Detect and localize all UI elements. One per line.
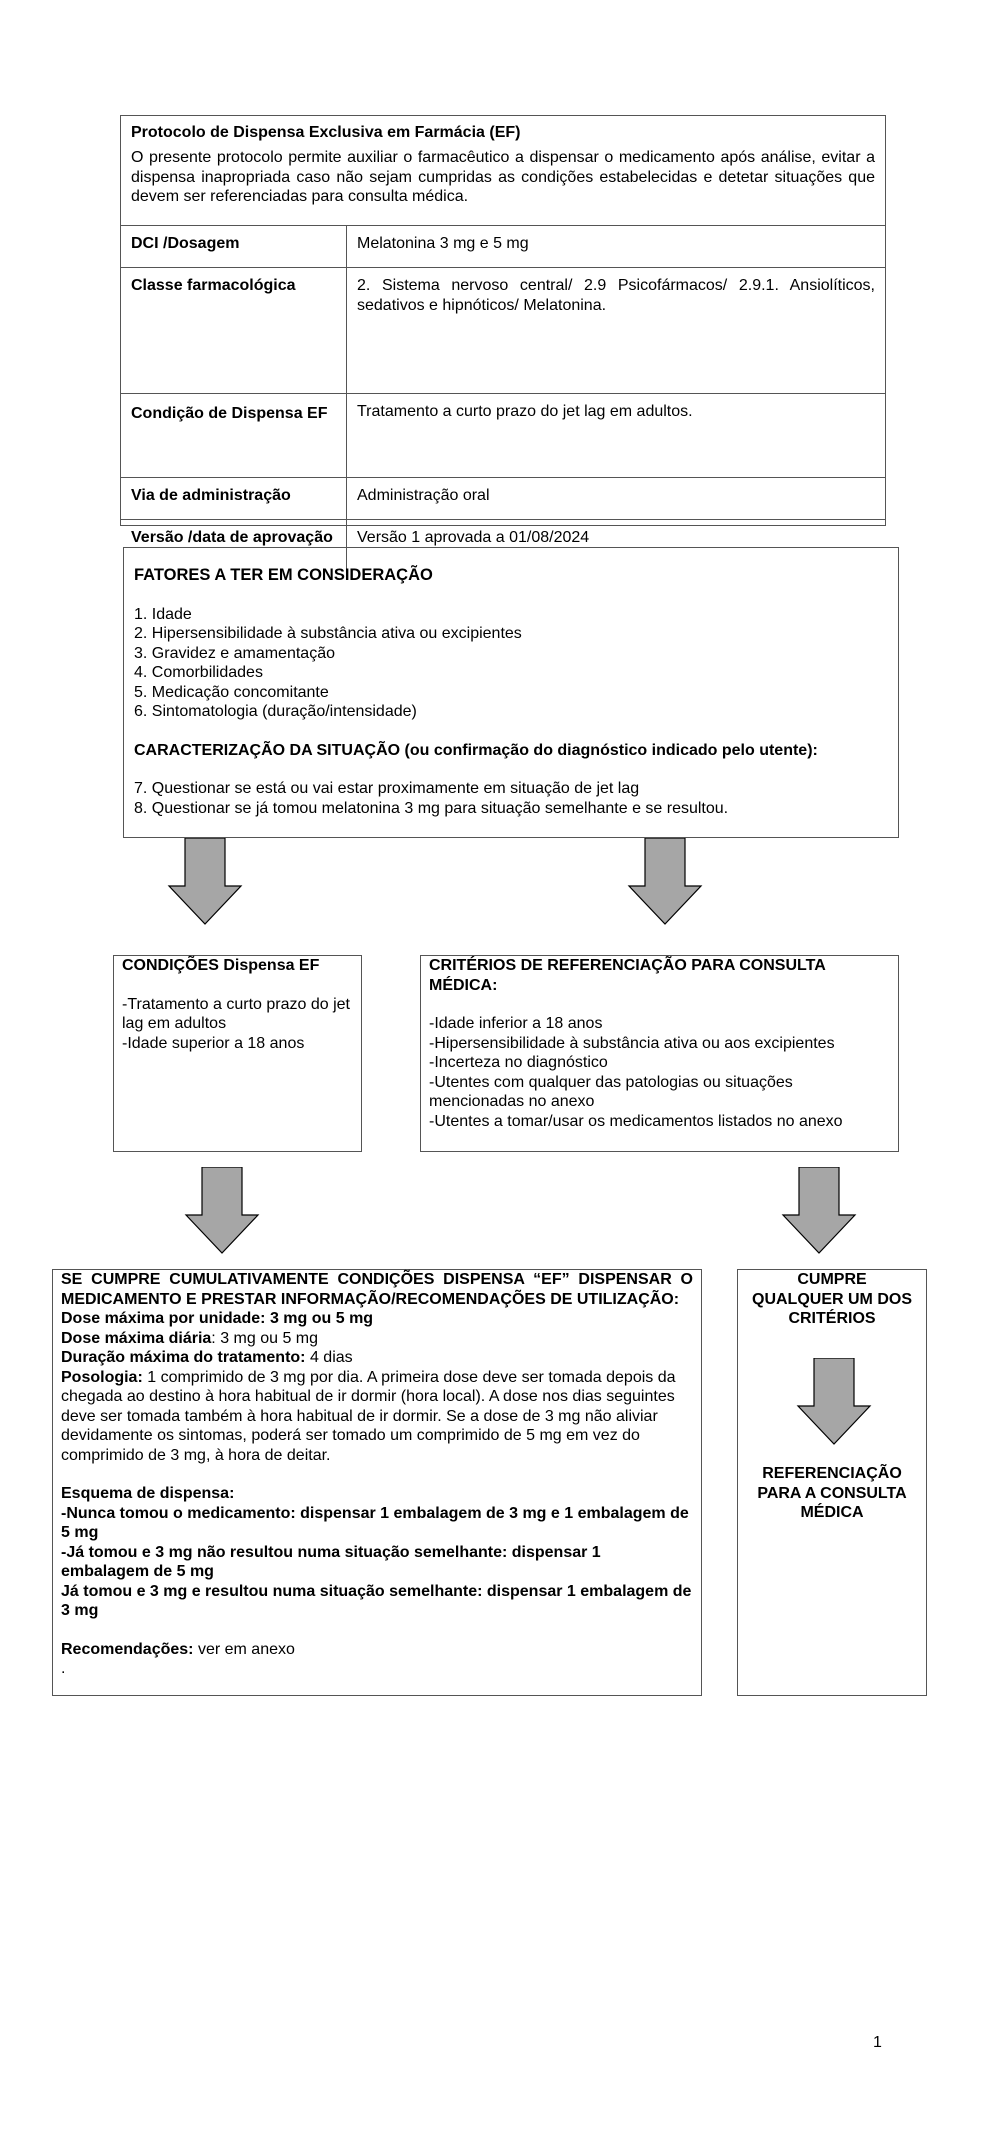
row-label: DCI /Dosagem	[121, 226, 347, 267]
factor-item: 4. Comorbilidades	[134, 664, 263, 681]
scheme-item: Já tomou e 3 mg e resultou numa situação semelhante: dispensar 1 embalagem de 3 mg	[61, 1582, 692, 1619]
scheme-item: -Nunca tomou o medicamento: dispensar 1 embalagem de 3 mg e 1 embalagem de 5 mg	[61, 1504, 689, 1541]
row-label: Classe farmacológica	[121, 268, 347, 393]
row-value: Administração oral	[357, 487, 490, 504]
criteria-title: CRITÉRIOS DE REFERENCIAÇÃO PARA CONSULTA MÉDICA:	[429, 957, 826, 994]
scheme-title: Esquema de dispensa:	[61, 1485, 235, 1502]
condition-item: -Tratamento a curto prazo do jet lag em adultos	[122, 995, 350, 1032]
characterization-item: 8. Questionar se já tomou melatonina 3 mg para situação semelhante e se resultou.	[134, 799, 729, 817]
criteria-item: -Idade inferior a 18 anos	[429, 1015, 603, 1032]
dispensing-box	[52, 1269, 702, 1696]
row-condicao	[121, 394, 885, 478]
down-arrow-icon	[781, 1167, 857, 1255]
condition-item: -Idade superior a 18 anos	[122, 1034, 305, 1052]
row-via	[121, 478, 885, 520]
referral-box	[737, 1269, 927, 1696]
row-label: Versão /data de aprovação	[121, 520, 347, 572]
referral-text: REFERENCIAÇÃO PARA A CONSULTA MÉDICA	[757, 1465, 907, 1521]
dose-daily-label: Dose máxima diária	[61, 1329, 212, 1347]
factor-item: 5. Medicação concomitante	[134, 683, 329, 701]
meets-criteria-text: CUMPRE QUALQUER UM DOS CRITÉRIOS	[752, 1271, 912, 1327]
factor-item: 6. Sintomatologia (duração/intensidade)	[134, 703, 417, 720]
characterization-title: CARACTERIZAÇÃO DA SITUAÇÃO (ou confirmação do diagnóstico indicado pelo utente):	[134, 741, 818, 759]
factor-item: 3. Gravidez e amamentação	[134, 644, 335, 662]
duration-label: Duração máxima do tratamento:	[61, 1349, 306, 1366]
protocol-title: Protocolo de Dispensa Exclusiva em Farmácia (EF)	[131, 124, 521, 141]
conditions-title: CONDIÇÕES Dispensa EF	[122, 957, 320, 974]
factor-item: 1. Idade	[134, 605, 192, 623]
protocol-description: O presente protocolo permite auxiliar o farmacêutico a dispensar o medicamento após análise, evitar a dispensa inapropriada caso não sejam cumpridas as condições estabelecidas e detetar situações que devem ser referenciadas para consulta médica.	[131, 149, 875, 205]
down-arrow-icon	[184, 1167, 260, 1255]
down-arrow-icon	[627, 838, 703, 926]
row-label: Via de administração	[121, 478, 347, 519]
criteria-item: -Hipersensibilidade à substância ativa ou aos excipientes	[429, 1034, 835, 1052]
factor-item: 2. Hipersensibilidade à substância ativa ou excipientes	[134, 625, 522, 642]
conditions-box	[113, 955, 362, 1152]
down-arrow-icon	[796, 1358, 872, 1446]
posology-value: 1 comprimido de 3 mg por dia. A primeira dose deve ser tomada depois da chegada ao destino à hora habitual de ir dormir (hora local). A dose nos dias seguintes deve ser tomada também à hora habitual de ir dormir. Se a dose de 3 mg não aliviar devidamente os sintomas, poderá ser tomado um comprimido de 5 mg em vez do comprimido de 3 mg, à hora de deitar.	[61, 1368, 676, 1464]
down-arrow-icon	[167, 838, 243, 926]
row-label: Condição de Dispensa EF	[121, 394, 347, 477]
row-value: Melatonina 3 mg e 5 mg	[357, 235, 529, 252]
recommendations-value: ver em anexo	[193, 1640, 295, 1658]
row-value: Tratamento a curto prazo do jet lag em adultos.	[357, 403, 693, 420]
duration-value: 4 dias	[305, 1349, 353, 1366]
factors-box	[123, 547, 899, 838]
protocol-intro	[121, 116, 885, 226]
row-classe	[121, 268, 885, 394]
criteria-item: -Utentes com qualquer das patologias ou situações mencionadas no anexo	[429, 1073, 793, 1110]
criteria-item: -Incerteza no diagnóstico	[429, 1054, 608, 1071]
dose-unit-value: 3 mg ou 5 mg	[269, 1310, 374, 1327]
row-value: Versão 1 aprovada a 01/08/2024	[357, 529, 590, 546]
protocol-header-table	[120, 115, 886, 546]
dose-daily-value: : 3 mg ou 5 mg	[211, 1329, 319, 1347]
row-dci	[121, 226, 885, 268]
dispensing-title: SE CUMPRE CUMULATIVAMENTE CONDIÇÕES DISPENSA “EF” DISPENSAR O MEDICAMENTO E PRESTAR INFORMAÇÃO/RECOMENDAÇÕES DE UTILIZAÇÃO:	[61, 1271, 693, 1308]
trailing-dot: .	[61, 1660, 66, 1677]
page-number: 1	[873, 2034, 882, 2051]
criteria-box	[420, 955, 899, 1152]
scheme-item: -Já tomou e 3 mg não resultou numa situação semelhante: dispensar 1 embalagem de 5 mg	[61, 1543, 601, 1580]
dose-unit-label: Dose máxima por unidade:	[61, 1310, 266, 1327]
recommendations-label: Recomendações:	[61, 1640, 194, 1658]
posology-label: Posologia:	[61, 1368, 143, 1386]
row-value: 2. Sistema nervoso central/ 2.9 Psicofármacos/ 2.9.1. Ansiolíticos, sedativos e hipnóticos/ Melatonina.	[357, 277, 875, 314]
criteria-item: -Utentes a tomar/usar os medicamentos listados no anexo	[429, 1112, 843, 1130]
factors-title: FATORES A TER EM CONSIDERAÇÃO	[134, 566, 433, 584]
characterization-item: 7. Questionar se está ou vai estar proximamente em situação de jet lag	[134, 780, 640, 797]
